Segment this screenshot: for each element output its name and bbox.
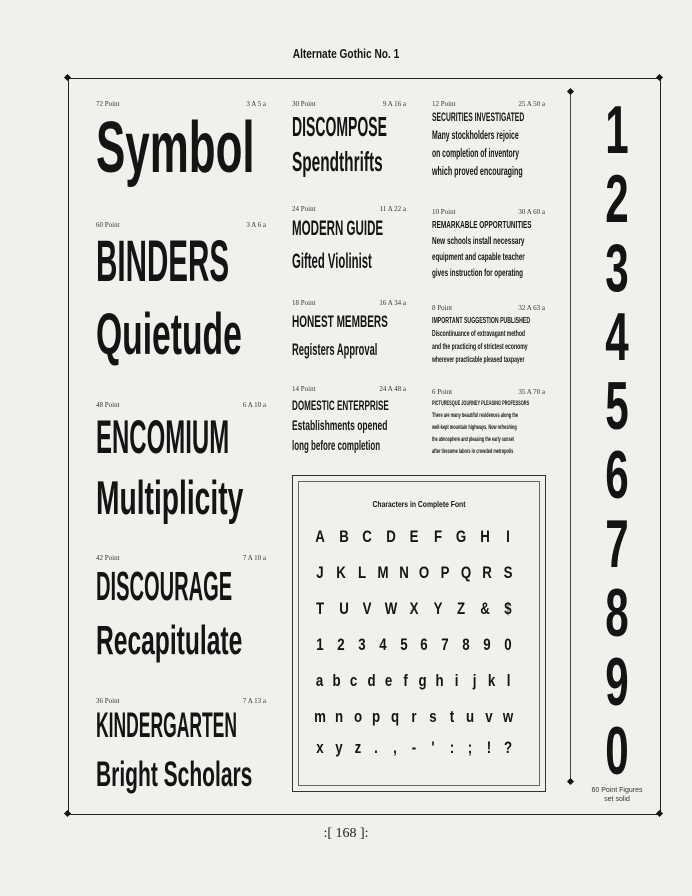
sample-line: on completion of inventory (432, 148, 520, 160)
sample-line: Establishments opened (292, 418, 388, 433)
specimen-36-point (96, 697, 266, 797)
sample-line: Registers Approval (292, 340, 378, 359)
specimen-6-point (432, 388, 545, 460)
sample-line: Spendthrifts (292, 146, 383, 177)
font-character: g (418, 671, 427, 690)
specimen-10-point (432, 208, 545, 283)
font-character: u (466, 707, 475, 726)
figure-digit: 7 (605, 506, 629, 582)
font-character: b (332, 671, 341, 690)
sample-line: HONEST MEMBERS (292, 312, 388, 331)
font-character: A (315, 527, 325, 546)
font-character: ! (486, 738, 492, 757)
font-character: G (455, 527, 467, 546)
font-character: - (411, 738, 417, 757)
font-character: ' (431, 738, 435, 757)
font-character: S (503, 563, 513, 582)
sample-line: REMARKABLE OPPORTUNITIES (432, 220, 532, 231)
figure-digit: 1 (605, 92, 629, 168)
font-character: 8 (462, 635, 470, 654)
font-character: X (409, 599, 419, 618)
point-size-label: 12 Point (432, 100, 456, 108)
font-count-label: 7 A 10 a (242, 554, 266, 562)
font-count-label: 32 A 63 a (518, 304, 545, 312)
specimen-72-point (96, 100, 266, 200)
character-row (311, 599, 517, 619)
figure-digit: 6 (605, 437, 629, 513)
figures-note-line: 60 Point Figures (591, 787, 643, 794)
font-count-label: 30 A 60 a (518, 208, 545, 216)
specimen-42-point (96, 554, 266, 674)
font-character: q (391, 707, 400, 726)
font-character: 9 (483, 635, 491, 654)
font-character: E (409, 527, 419, 546)
frame-left-rule (68, 78, 69, 815)
sample-line: Recapitulate (96, 617, 243, 663)
font-character: Y (433, 599, 442, 618)
font-character: r (411, 707, 417, 726)
sample-line: KINDERGARTEN (96, 706, 237, 745)
font-character: a (315, 671, 324, 690)
sample-line: Discontinuance of extravagant method (432, 329, 525, 338)
sample-line: Many stockholders rejoice (432, 130, 519, 142)
sample-line: the atmosphere and pleasing the early sunset (432, 436, 514, 443)
character-set-box (292, 475, 546, 792)
frame-right-rule (660, 78, 661, 815)
character-row (311, 563, 517, 583)
page-title: Alternate Gothic No. 1 (292, 46, 400, 61)
font-count-label: 11 A 22 a (379, 205, 406, 213)
sample-line: Symbol (96, 108, 255, 188)
figure-digit: 9 (605, 644, 629, 720)
font-count-label: 9 A 16 a (382, 100, 406, 108)
font-character: & (479, 599, 490, 618)
font-character: Q (460, 563, 472, 582)
font-character: 6 (420, 635, 429, 654)
point-size-label: 30 Point (292, 100, 316, 108)
font-character: s (429, 707, 437, 726)
sample-line: well-kept mountain highways. Now refreshing (432, 424, 517, 431)
font-character: j (472, 671, 476, 690)
sample-line: ENCOMIUM (96, 410, 230, 463)
font-character: o (353, 707, 362, 726)
font-character: t (449, 707, 454, 726)
character-row (311, 527, 517, 547)
font-character: 5 (399, 635, 408, 654)
specimen-60-point (96, 221, 266, 371)
character-row (311, 635, 517, 655)
font-character: Z (456, 599, 466, 618)
specimen-14-point (292, 385, 406, 465)
figure-digit: 0 (605, 713, 629, 789)
point-size-label: 10 Point (432, 208, 456, 216)
point-size-label: 42 Point (96, 554, 120, 562)
font-character: l (506, 671, 511, 690)
sample-line: MODERN GUIDE (292, 217, 384, 240)
sample-line: Multiplicity (96, 471, 244, 524)
font-character: c (350, 671, 358, 690)
font-character: e (384, 671, 392, 690)
sample-line: Quietude (96, 302, 242, 367)
font-character: $ (504, 599, 512, 618)
font-character: ? (503, 738, 513, 757)
sample-line: after tiresome labors in crowded metropolis (432, 448, 514, 455)
specimen-24-point (292, 205, 406, 285)
character-row (311, 671, 517, 691)
font-character: x (316, 738, 324, 757)
figure-digit: 2 (605, 161, 629, 237)
font-count-label: 25 A 50 a (518, 100, 545, 108)
sample-line: DOMESTIC ENTERPRISE (292, 398, 389, 413)
font-count-label: 3 A 5 a (246, 100, 266, 108)
figure-digit: 8 (605, 575, 629, 651)
font-character: p (372, 707, 381, 726)
font-character: h (435, 671, 444, 690)
specimen-18-point (292, 299, 406, 369)
character-row (311, 738, 517, 758)
font-character: n (334, 707, 343, 726)
sample-line: SECURITIES INVESTIGATED (432, 112, 525, 124)
font-count-label: 7 A 13 a (242, 697, 266, 705)
sample-line: equipment and capable teacher (432, 252, 525, 263)
font-count-label: 3 A 6 a (246, 221, 266, 229)
font-character: i (455, 671, 459, 690)
font-character: P (440, 563, 450, 582)
font-character: , (393, 738, 398, 757)
font-character: : (449, 738, 454, 757)
point-size-label: 8 Point (432, 304, 453, 312)
font-character: T (315, 599, 325, 618)
font-character: V (362, 599, 372, 618)
point-size-label: 6 Point (432, 388, 453, 396)
sample-line: DISCOURAGE (96, 563, 233, 609)
font-character: 7 (441, 635, 449, 654)
font-character: B (338, 527, 349, 546)
character-row (311, 707, 517, 727)
sample-line: gives instruction for operating (432, 268, 524, 279)
font-character: C (362, 527, 372, 546)
font-count-label: 6 A 10 a (242, 401, 266, 409)
font-character: K (336, 563, 346, 582)
sample-line: There are many beautiful residences along the (432, 412, 519, 419)
font-character: z (354, 738, 361, 757)
point-size-label: 24 Point (292, 205, 316, 213)
font-character: y (335, 738, 343, 757)
sample-line: wherever practicable pleased taxpayer (432, 355, 525, 364)
font-character: 0 (504, 635, 512, 654)
font-character: U (338, 599, 349, 618)
font-character: R (482, 563, 492, 582)
column-divider (570, 92, 571, 782)
font-character: D (385, 527, 396, 546)
font-character: F (433, 527, 442, 546)
font-character: m (314, 707, 326, 726)
font-character: 1 (316, 635, 324, 654)
character-set-title: Characters in Complete Font (372, 499, 466, 509)
sample-line: and the practicing of strictest economy (432, 342, 528, 351)
specimen-48-point (96, 401, 266, 531)
font-character: L (357, 563, 366, 582)
sample-line: Gifted Violinist (292, 250, 372, 273)
font-character: O (419, 563, 430, 582)
font-character: f (403, 671, 408, 690)
specimen-12-point (432, 100, 545, 185)
font-count-label: 35 A 70 a (518, 388, 545, 396)
figure-digit: 3 (605, 230, 629, 306)
font-character: d (367, 671, 376, 690)
font-character: I (506, 527, 510, 546)
sample-line: long before completion (292, 438, 381, 453)
font-character: N (398, 563, 409, 582)
sample-line: New schools install necessary (432, 236, 525, 247)
sample-line: IMPORTANT SUGGESTION PUBLISHED (432, 316, 531, 325)
font-count-label: 24 A 48 a (379, 385, 406, 393)
point-size-label: 18 Point (292, 299, 316, 307)
page-number: :[ 168 ]: (323, 826, 369, 841)
point-size-label: 14 Point (292, 385, 316, 393)
font-character: 3 (358, 635, 366, 654)
font-count-label: 16 A 34 a (379, 299, 406, 307)
point-size-label: 72 Point (96, 100, 120, 108)
figure-digit: 4 (605, 299, 629, 375)
font-character: H (479, 527, 490, 546)
figure-digit: 5 (605, 368, 629, 444)
sample-line: Bright Scholars (96, 755, 253, 794)
font-character: w (502, 707, 514, 726)
font-character: M (377, 563, 389, 582)
point-size-label: 48 Point (96, 401, 120, 409)
sample-line: DISCOMPOSE (292, 111, 387, 142)
font-character: ; (468, 738, 473, 757)
font-character: k (487, 671, 495, 690)
sample-line: BINDERS (96, 229, 230, 294)
point-size-label: 36 Point (96, 697, 120, 705)
point-size-label: 60 Point (96, 221, 120, 229)
sample-line: which proved encouraging (432, 166, 523, 178)
figures-note (585, 786, 649, 804)
specimen-8-point (432, 304, 545, 374)
corner-ornament (656, 810, 663, 817)
figures-note-line: set solid (604, 796, 630, 803)
font-character: 4 (378, 635, 387, 654)
font-character: v (485, 707, 493, 726)
font-character: W (384, 599, 397, 618)
font-character: . (374, 738, 379, 757)
font-character: 2 (337, 635, 345, 654)
font-character: J (316, 563, 324, 582)
sample-line: PICTURESQUE JOURNEY PLEASING PROFESSORS (432, 400, 530, 407)
specimen-30-point (292, 100, 406, 190)
